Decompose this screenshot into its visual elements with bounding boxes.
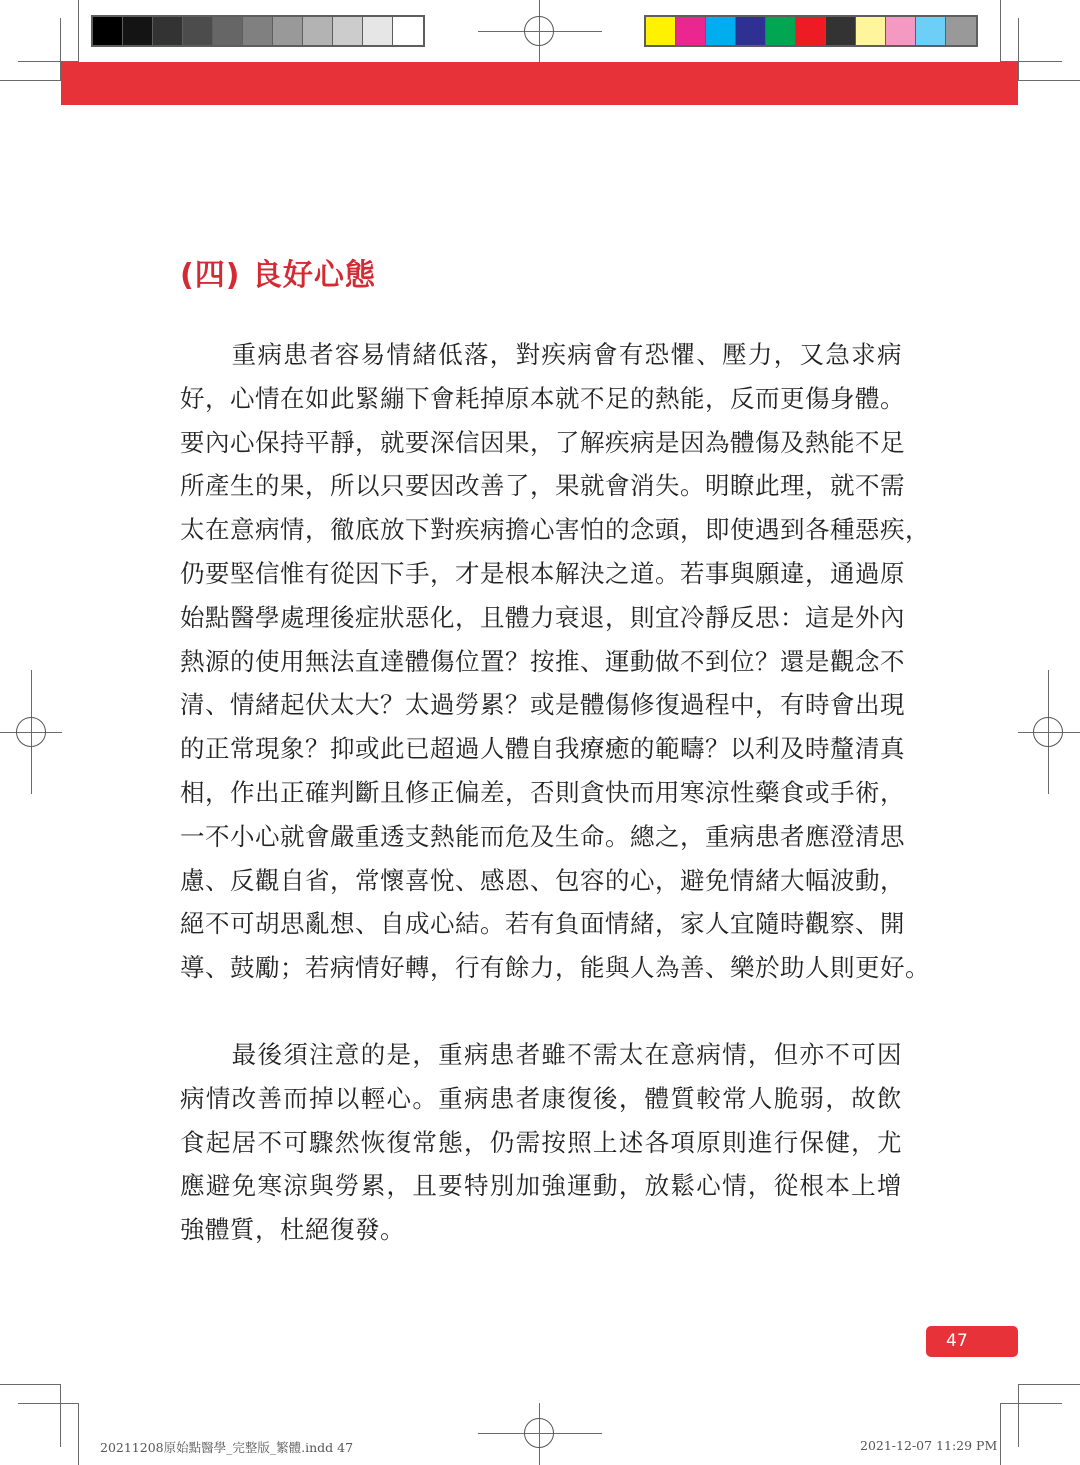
crop-mark [1018,80,1080,81]
text-line: 應避免寒涼與勞累，且要特別加強運動，放鬆心情，從根本上增 [180,1171,902,1201]
crop-mark [18,1403,79,1404]
text-line: 絕不可胡思亂想、自成心結。若有負面情緒，家人宜隨時觀察、開 [180,909,905,939]
crop-mark [0,1384,61,1385]
color-swatch [946,17,976,45]
text-line: 重病患者容易情緒低落，對疾病會有恐懼、壓力，又急求病 [180,340,902,369]
color-swatch [676,17,706,45]
text-line: 一不小心就會嚴重透支熱能而危及生命。總之，重病患者應澄清思 [180,821,905,851]
color-swatch [916,17,946,45]
section-title: (四) 良好心態 [180,258,376,293]
process-color-bar [644,15,978,47]
color-swatch [393,17,423,45]
text-line: 仍要堅信惟有從因下手，才是根本解決之道。若事與願違，通過原 [180,558,905,588]
color-swatch [243,17,273,45]
crop-mark [1018,18,1019,80]
text-line: 清、情緒起伏太大？太過勞累？或是體傷修復過程中，有時會出現 [180,690,905,720]
color-swatch [93,17,123,45]
color-swatch [363,17,393,45]
text-line: 所產生的果，所以只要因改善了，果就會消失。明瞭此理，就不需 [180,471,905,501]
grayscale-color-bar [91,15,425,47]
text-line: 最後須注意的是，重病患者雖不需太在意病情，但亦不可因 [180,1040,902,1069]
color-swatch [856,17,886,45]
crop-mark [60,1385,61,1447]
color-swatch [796,17,826,45]
color-swatch [153,17,183,45]
crop-mark [1018,1384,1080,1385]
text-line: 好，心情在如此緊繃下會耗掉原本就不足的熱能，反而更傷身體。 [180,383,905,413]
crop-mark [1000,1403,1001,1465]
crop-mark [0,80,61,81]
text-line: 強體質，杜絕復發。 [180,1215,405,1245]
page-number-badge: 47 [926,1326,1018,1357]
crop-mark [1000,1403,1062,1404]
color-swatch [766,17,796,45]
color-swatch [886,17,916,45]
registration-mark-icon [524,16,554,46]
crop-mark [1018,1385,1019,1447]
timestamp-slug: 2021-12-07 11:29 PM [860,1438,998,1453]
color-swatch [333,17,363,45]
color-swatch [706,17,736,45]
text-line: 導、鼓勵；若病情好轉，行有餘力，能與人為善、樂於助人則更好。 [180,953,930,983]
registration-mark-icon [1033,717,1063,747]
text-line: 慮、反觀自省，常懷喜悅、感恩、包容的心，避免情緒大幅波動， [180,865,905,895]
color-swatch [183,17,213,45]
text-line: 食起居不可驟然恢復常態，仍需按照上述各項原則進行保健，尤 [180,1127,902,1157]
color-swatch [646,17,676,45]
text-line: 病情改善而掉以輕心。重病患者康復後，體質較常人脆弱，故飲 [180,1083,902,1113]
text-line: 相，作出正確判斷且修正偏差，否則貪快而用寒涼性藥食或手術， [180,777,905,807]
color-swatch [736,17,766,45]
registration-mark-icon [16,717,46,747]
color-swatch [826,17,856,45]
color-swatch [123,17,153,45]
body-paragraph [180,1033,902,1252]
crop-mark [78,1403,79,1465]
body-paragraph [180,333,930,990]
header-band [61,62,1018,105]
registration-mark-icon [524,1418,554,1448]
color-swatch [273,17,303,45]
text-line: 始點醫學處理後症狀惡化，且體力衰退，則宜冷靜反思：這是外內 [180,602,905,632]
text-line: 的正常現象？抑或此已超過人體自我療癒的範疇？以利及時釐清真 [180,734,905,764]
text-line: 熱源的使用無法直達體傷位置？按推、運動做不到位？還是觀念不 [180,646,905,676]
text-line: 要內心保持平靜，就要深信因果，了解疾病是因為體傷及熱能不足 [180,427,905,457]
text-line: 太在意病情，徹底放下對疾病擔心害怕的念頭，即使遇到各種惡疾， [180,515,930,545]
file-slug: 20211208原始點醫學_完整版_繁體.indd 47 [100,1440,354,1455]
crop-mark [1000,0,1001,62]
crop-mark [78,0,79,62]
color-swatch [213,17,243,45]
color-swatch [303,17,333,45]
